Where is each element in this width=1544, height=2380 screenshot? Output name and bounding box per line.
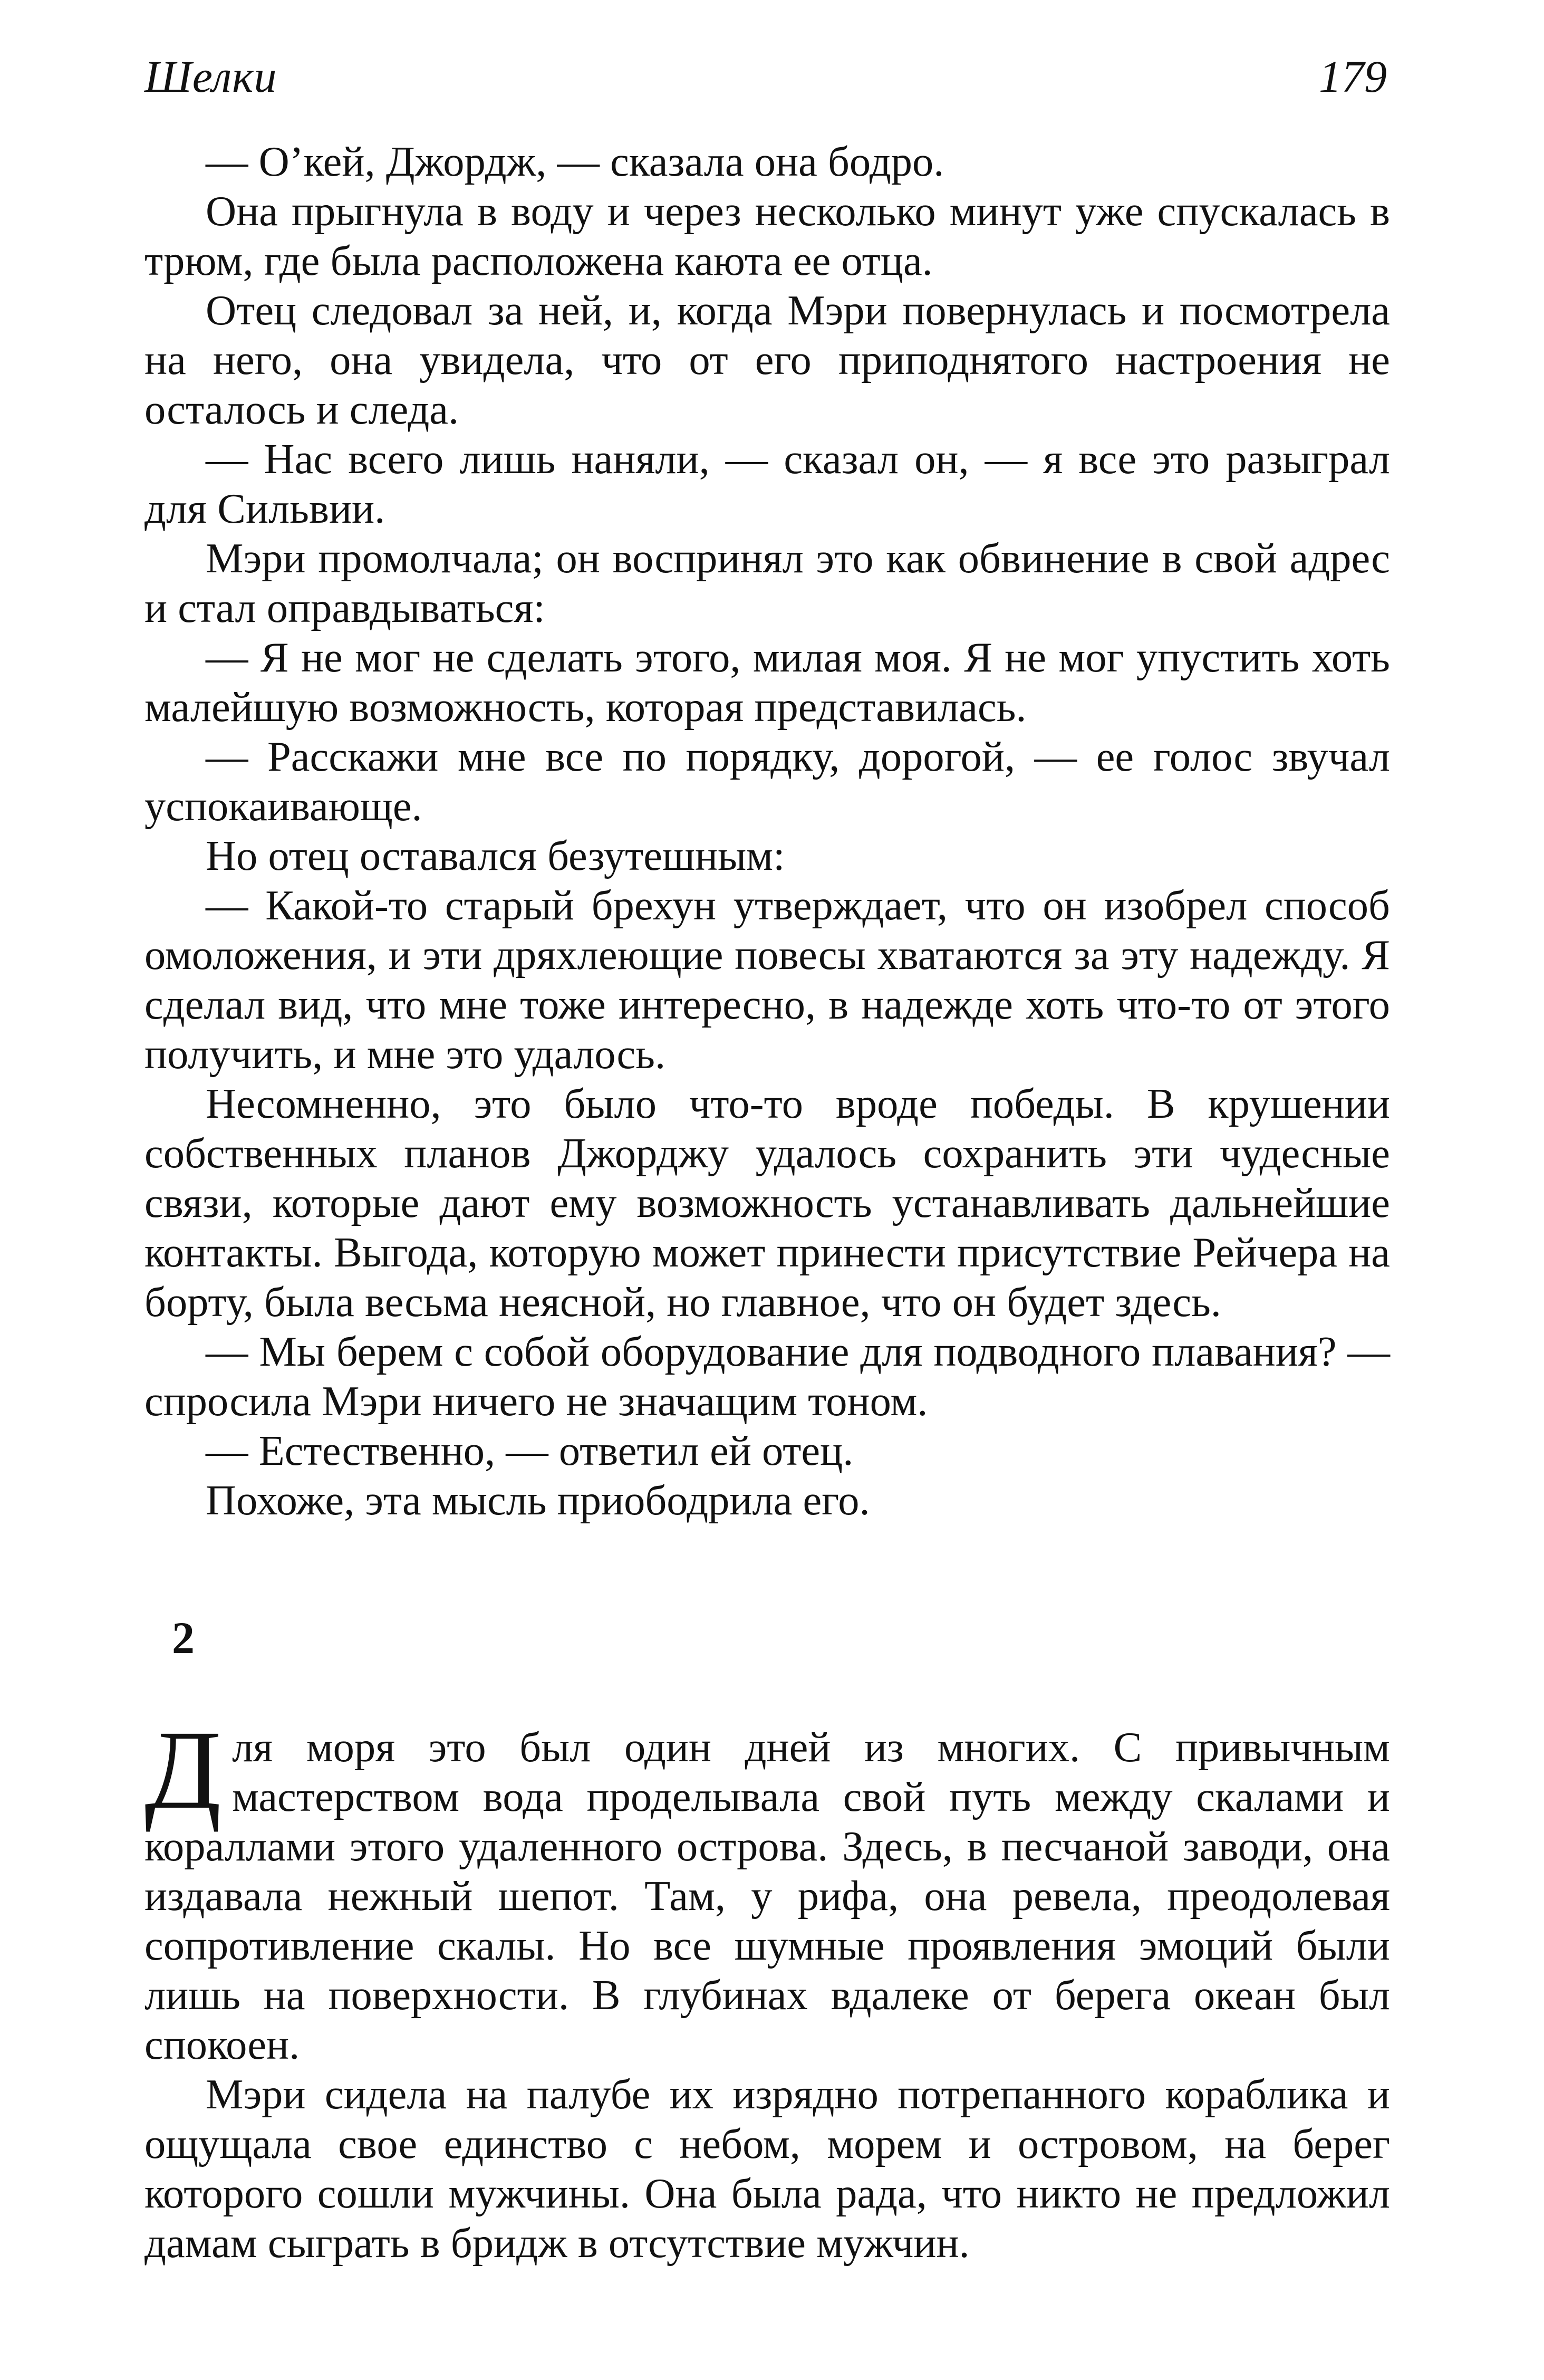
page-number: 179 bbox=[1319, 51, 1387, 102]
chapter-opening-text: ля моря это был один дней из многих. С привычным мастерством вода проделывала свой путь между скалами и кораллами этого удаленного острова. Здесь, в песчаной заводи, она издавала нежный шепот. Там, у рифа, она ревела, преодолевая сопротивление скалы. Но все шумные проявления эмоций были лишь на поверхности. В глубинах вдалеке от берега океан был спокоен. bbox=[144, 1724, 1390, 2068]
paragraph-7: — Расскажи мне все по порядку, дорогой, — ее голос звучал успокаивающе. bbox=[144, 733, 1390, 830]
paragraph-13: Похоже, эта мысль приободрила его. bbox=[206, 1477, 870, 1524]
running-head-title: Шелки bbox=[144, 51, 277, 102]
paragraph-3: Отец следовал за ней, и, когда Мэри повернулась и посмотрела на него, она увидела, что от его приподнятого настроения не осталось и следа. bbox=[144, 287, 1390, 433]
drop-cap-letter: Д bbox=[144, 1707, 221, 1832]
paragraph-8: Но отец оставался безутешным: bbox=[206, 832, 785, 879]
paragraph-4: — Нас всего лишь наняли, — сказал он, — я все это разыграл для Сильвии. bbox=[144, 436, 1390, 532]
page-body-text bbox=[144, 137, 1390, 2268]
chapter-number: 2 bbox=[172, 1613, 195, 1663]
paragraph-1: — О’кей, Джордж, — сказала она бодро. bbox=[206, 138, 944, 185]
paragraph-6: — Я не мог не сделать этого, милая моя. Я не мог упустить хоть малейшую возможность, которая представилась. bbox=[144, 634, 1390, 731]
paragraph-2: Она прыгнула в воду и через несколько минут уже спускалась в трюм, где была расположена каюта ее отца. bbox=[144, 188, 1390, 284]
paragraph-11: — Мы берем с собой оборудование для подводного плавания? — спросила Мэри ничего не значащим тоном. bbox=[144, 1328, 1390, 1425]
paragraph-5: Мэри промолчала; он воспринял это как обвинение в свой адрес и стал оправдываться: bbox=[144, 535, 1390, 631]
paragraph-9: — Какой-то старый брехун утверждает, что он изобрел способ омоложения, и эти дряхлеющие повесы хватаются за эту надежду. Я сделал вид, что мне тоже интересно, в надежде хоть что-то от этого получить, и мне это удалось. bbox=[144, 882, 1390, 1078]
chapter-opening-paragraph bbox=[144, 1707, 1390, 2070]
paragraph-12: — Естественно, — ответил ей отец. bbox=[206, 1427, 854, 1474]
paragraph-10: Несомненно, это было что-то вроде победы. В крушении собственных планов Джорджу удалось сохранить эти чудесные связи, которые дают ему возможность устанавливать дальнейшие контакты. Выгода, которую может принести присутствие Рейчера на борту, была весьма неясной, но главное, что он будет здесь. bbox=[144, 1080, 1390, 1326]
chapter-paragraph-2: Мэри сидела на палубе их изрядно потрепанного кораблика и ощущала свое единство с небом, морем и островом, на берег которого сошли мужчины. Она была рада, что никто не предложил дамам сыграть в бридж в отсутствие мужчин. bbox=[144, 2071, 1390, 2267]
